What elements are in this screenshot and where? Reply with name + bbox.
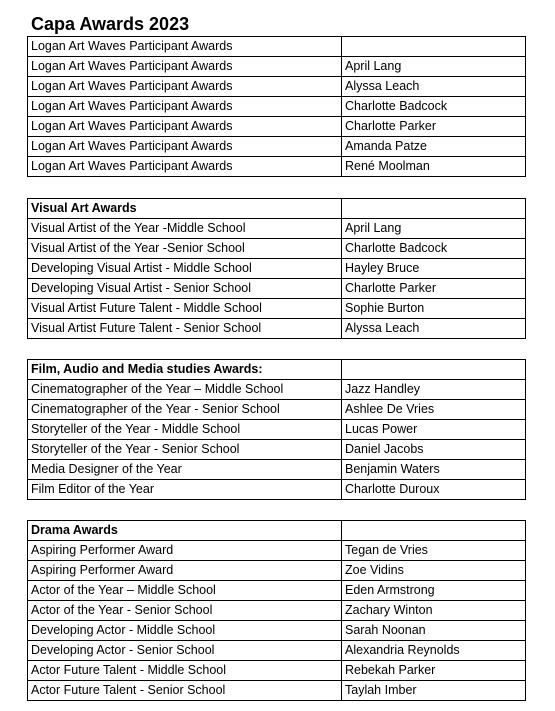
table-row [28, 299, 526, 319]
award-name-cell: Logan Art Waves Participant Awards [28, 97, 342, 117]
award-name-cell: Storyteller of the Year - Senior School [28, 440, 342, 460]
award-name-cell: Visual Artist of the Year -Senior School [28, 239, 342, 259]
table-row [28, 681, 526, 701]
table-row [28, 641, 526, 661]
recipient-cell: Charlotte Parker [342, 117, 526, 137]
award-name-cell: Media Designer of the Year [28, 460, 342, 480]
table-row [28, 601, 526, 621]
table-row [28, 380, 526, 400]
recipient-cell: Charlotte Parker [342, 279, 526, 299]
award-name-cell: Actor of the Year – Middle School [28, 581, 342, 601]
table-header-row [28, 521, 526, 541]
empty-cell [342, 360, 526, 380]
award-name-cell: Cinematographer of the Year - Senior School [28, 400, 342, 420]
award-name-cell: Logan Art Waves Participant Awards [28, 157, 342, 177]
award-name-cell: Cinematographer of the Year – Middle School [28, 380, 342, 400]
table-row [28, 400, 526, 420]
table-row [28, 561, 526, 581]
award-name-cell: Developing Visual Artist - Middle School [28, 259, 342, 279]
visual-art-awards-table [27, 198, 526, 339]
table-row [28, 279, 526, 299]
recipient-cell: April Lang [342, 57, 526, 77]
award-name-cell: Aspiring Performer Award [28, 561, 342, 581]
table-row [28, 259, 526, 279]
recipient-cell: Charlotte Badcock [342, 239, 526, 259]
table-header-row [28, 37, 526, 57]
section-header-cell: Visual Art Awards [28, 199, 342, 219]
recipient-cell: Charlotte Duroux [342, 480, 526, 500]
award-name-cell: Developing Visual Artist - Senior School [28, 279, 342, 299]
table-row [28, 420, 526, 440]
recipient-cell: Hayley Bruce [342, 259, 526, 279]
award-name-cell: Visual Artist Future Talent - Senior School [28, 319, 342, 339]
logan-awards-table [27, 36, 526, 177]
recipient-cell: Daniel Jacobs [342, 440, 526, 460]
award-name-cell: Logan Art Waves Participant Awards [28, 117, 342, 137]
award-name-cell: Aspiring Performer Award [28, 541, 342, 561]
award-name-cell: Actor Future Talent - Senior School [28, 681, 342, 701]
award-name-cell: Visual Artist Future Talent - Middle School [28, 299, 342, 319]
recipient-cell: Alexandria Reynolds [342, 641, 526, 661]
recipient-cell: Tegan de Vries [342, 541, 526, 561]
recipient-cell: René Moolman [342, 157, 526, 177]
table-row [28, 239, 526, 259]
award-name-cell: Developing Actor - Middle School [28, 621, 342, 641]
recipient-cell: Eden Armstrong [342, 581, 526, 601]
table-row [28, 137, 526, 157]
award-name-cell: Developing Actor - Senior School [28, 641, 342, 661]
award-name-cell: Actor of the Year - Senior School [28, 601, 342, 621]
table-row [28, 157, 526, 177]
table-row [28, 117, 526, 137]
award-name-cell: Logan Art Waves Participant Awards [28, 137, 342, 157]
recipient-cell: Alyssa Leach [342, 77, 526, 97]
recipient-cell: Charlotte Badcock [342, 97, 526, 117]
table-row [28, 219, 526, 239]
recipient-cell: Taylah Imber [342, 681, 526, 701]
recipient-cell: Ashlee De Vries [342, 400, 526, 420]
section-header-cell: Drama Awards [28, 521, 342, 541]
recipient-cell: Zoe Vidins [342, 561, 526, 581]
award-name-cell: Logan Art Waves Participant Awards [28, 77, 342, 97]
document-title: Capa Awards 2023 [31, 14, 190, 34]
table-row [28, 480, 526, 500]
drama-awards-table [27, 520, 526, 701]
table-row [28, 581, 526, 601]
award-name-cell: Visual Artist of the Year -Middle School [28, 219, 342, 239]
table-row [28, 77, 526, 97]
recipient-cell: Jazz Handley [342, 380, 526, 400]
empty-cell [342, 521, 526, 541]
recipient-cell: Zachary Winton [342, 601, 526, 621]
award-name-cell: Logan Art Waves Participant Awards [28, 57, 342, 77]
section-header-cell: Logan Art Waves Participant Awards [28, 37, 342, 57]
table-row [28, 621, 526, 641]
recipient-cell: Rebekah Parker [342, 661, 526, 681]
recipient-cell: Benjamin Waters [342, 460, 526, 480]
table-row [28, 57, 526, 77]
table-header-row [28, 360, 526, 380]
recipient-cell: Amanda Patze [342, 137, 526, 157]
recipient-cell: Lucas Power [342, 420, 526, 440]
award-name-cell: Actor Future Talent - Middle School [28, 661, 342, 681]
table-row [28, 319, 526, 339]
section-header-cell: Film, Audio and Media studies Awards: [28, 360, 342, 380]
recipient-cell: April Lang [342, 219, 526, 239]
film-media-awards-table [27, 359, 526, 500]
table-row [28, 440, 526, 460]
award-name-cell: Storyteller of the Year - Middle School [28, 420, 342, 440]
table-row [28, 460, 526, 480]
table-row [28, 97, 526, 117]
table-row [28, 661, 526, 681]
table-header-row [28, 199, 526, 219]
empty-cell [342, 37, 526, 57]
table-row [28, 541, 526, 561]
recipient-cell: Alyssa Leach [342, 319, 526, 339]
recipient-cell: Sarah Noonan [342, 621, 526, 641]
award-name-cell: Film Editor of the Year [28, 480, 342, 500]
recipient-cell: Sophie Burton [342, 299, 526, 319]
empty-cell [342, 199, 526, 219]
